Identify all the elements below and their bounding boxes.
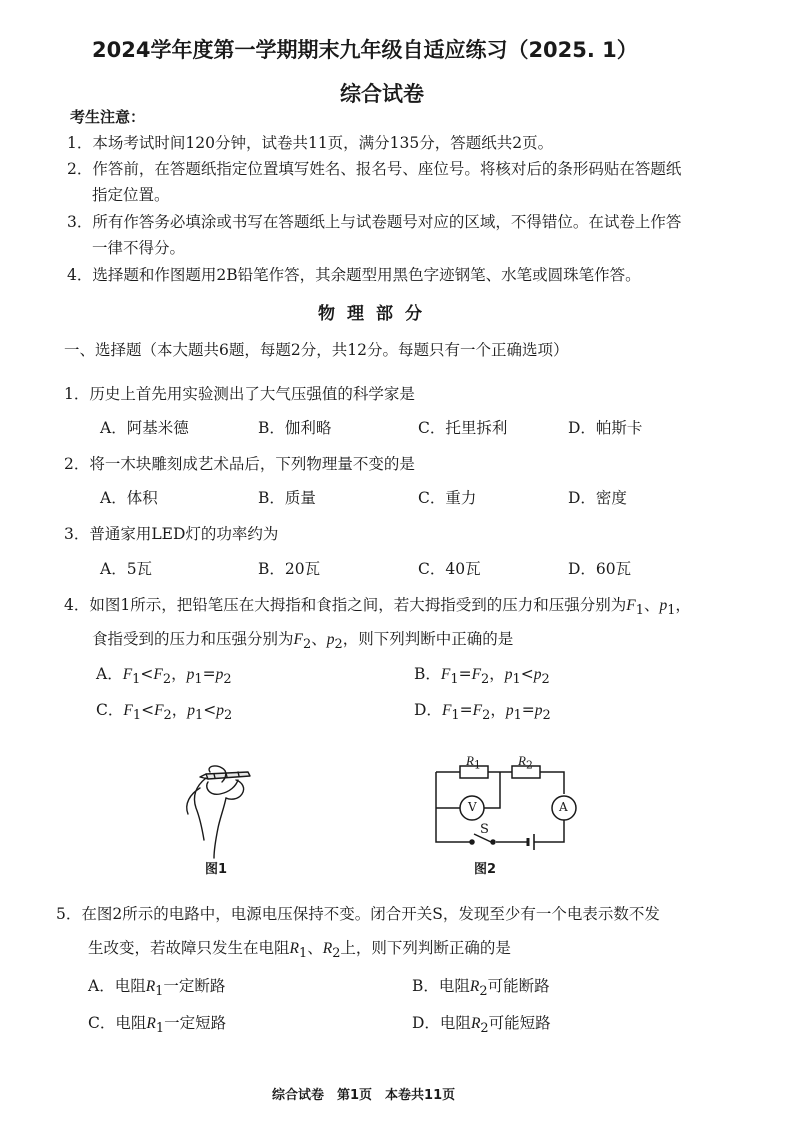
operator: =: [458, 665, 472, 683]
subscript: 1: [194, 672, 203, 688]
operator: <: [520, 665, 534, 683]
question-text: 生改变，若故障只发生在电阻: [88, 939, 290, 957]
q5-option-c: [88, 1011, 226, 1036]
page-title: 2024学年度第一学期期末九年级自适应练习（2025. 1）: [92, 38, 638, 62]
label-r2-sub: 2: [525, 758, 533, 772]
var-F: F: [471, 666, 482, 683]
question-text: 历史上首先用实验测出了大气压强值的科学家是: [89, 385, 415, 403]
var-F: F: [153, 666, 163, 683]
notice-heading: 考生注意：: [70, 108, 146, 126]
punct: 、: [307, 939, 323, 957]
q2-option-c: C．重力: [418, 489, 477, 507]
label-r1-sub: 1: [473, 758, 481, 772]
subscript: 2: [541, 672, 550, 688]
question-text: ，则下列判断中正确的是: [342, 630, 514, 648]
subscript: 1: [667, 603, 676, 619]
subscript: 2: [332, 946, 341, 962]
label-r2: [518, 753, 533, 772]
var-F: F: [440, 666, 451, 683]
question-2-stem: [64, 452, 415, 474]
var-p: p: [659, 597, 668, 614]
subscript: 2: [223, 708, 233, 724]
subscript: 2: [163, 708, 172, 724]
subscript: 1: [635, 603, 644, 619]
q3-option-c: C．40瓦: [418, 560, 481, 578]
subscript: 2: [302, 637, 312, 653]
var-F: F: [472, 702, 483, 719]
option-text: 一定短路: [164, 1014, 227, 1032]
q2-option-d: D．密度: [568, 489, 627, 507]
subscript: 1: [298, 946, 308, 962]
var-R: R: [289, 940, 299, 957]
var-p: p: [326, 631, 335, 648]
label-r2-var: R: [518, 753, 526, 768]
figure-1-hand-pencil: [170, 762, 260, 862]
q3-option-d: D．60瓦: [568, 560, 632, 578]
notice-item-1: [67, 131, 553, 153]
q3-option-b: B．20瓦: [258, 560, 321, 578]
punct: ，: [490, 701, 506, 719]
question-4-stem-line1: [64, 593, 691, 618]
q1-option-d: D．帕斯卡: [568, 419, 643, 437]
notice-item-text: 本场考试时间120分钟，试卷共11页，满分135分，答题纸共2页。: [92, 134, 554, 152]
var-p: p: [215, 666, 224, 683]
var-p: p: [533, 666, 542, 683]
var-R: R: [470, 1015, 481, 1032]
subscript: 2: [162, 672, 172, 688]
operator: =: [521, 701, 535, 719]
subscript: 2: [334, 637, 343, 653]
question-text: 普通家用LED灯的功率约为: [89, 525, 279, 543]
section-title: 物理部分: [318, 304, 434, 324]
part-one-heading: 一、选择题（本大题共6题，每题2分，共12分。每题只有一个正确选项）: [64, 341, 569, 359]
var-F: F: [122, 666, 133, 683]
question-5-stem-line2: [88, 936, 511, 961]
operator: <: [140, 665, 154, 683]
notice-item-4: [67, 263, 641, 285]
operator: <: [141, 701, 155, 719]
subscript: 2: [223, 672, 232, 688]
q4-option-d: [414, 698, 551, 723]
question-1-stem: [64, 382, 415, 404]
question-4-stem-line2: [92, 627, 513, 652]
var-F: F: [123, 702, 133, 719]
subscript: 1: [451, 708, 460, 724]
label-r1-var: R: [466, 753, 474, 768]
subscript: 1: [513, 708, 522, 724]
var-p: p: [504, 666, 513, 683]
option-letter: C．: [96, 701, 124, 719]
question-number: 5．: [56, 905, 82, 923]
question-number: 3．: [64, 525, 90, 543]
question-number: 1．: [64, 385, 90, 403]
notice-item-text: 作答前，在答题纸指定位置填写姓名、报名号、座位号。将核对后的条形码贴在答题纸: [92, 160, 682, 178]
subscript: 2: [479, 984, 488, 1000]
subscript: 1: [132, 672, 141, 688]
voltmeter-label: V: [468, 800, 477, 814]
var-F: F: [293, 631, 303, 648]
notice-item-number: 2．: [67, 160, 93, 178]
notice-item-3-cont: 一律不得分。: [92, 239, 186, 257]
notice-item-3: [67, 210, 681, 232]
var-p: p: [186, 666, 195, 683]
subscript: 2: [542, 708, 551, 724]
punct: 、: [643, 596, 660, 614]
operator: =: [202, 665, 216, 683]
switch-label: S: [480, 822, 489, 837]
option-text: 一定断路: [163, 977, 226, 995]
question-3-stem: [64, 522, 278, 544]
q1-option-c: C．托里拆利: [418, 419, 508, 437]
question-text: 将一木块雕刻成艺术品后，下列物理量不变的是: [89, 455, 415, 473]
notice-item-text: 所有作答务必填涂或书写在答题纸上与试卷题号对应的区域，不得错位。在试卷上作答: [92, 213, 682, 231]
option-letter: D．: [414, 701, 442, 719]
question-text: 如图1所示，把铅笔压在大拇指和食指之间，若大拇指受到的压力和压强分别为: [89, 596, 627, 614]
operator: <: [203, 701, 217, 719]
q1-option-a: A．阿基米德: [100, 419, 189, 437]
q4-option-a: [96, 662, 232, 687]
question-number: 4．: [64, 596, 90, 614]
option-text: 可能断路: [487, 977, 550, 995]
question-text: 在图2所示的电路中，电源电压保持不变。闭合开关S，发现至少有一个电表示数不发: [81, 905, 660, 923]
var-R: R: [145, 978, 156, 995]
q5-option-d: [412, 1011, 551, 1036]
var-F: F: [154, 702, 164, 719]
var-R: R: [322, 940, 333, 957]
question-text: 上，则下列判断正确的是: [340, 939, 511, 957]
option-letter: A．: [96, 665, 123, 683]
q3-option-a: A．5瓦: [100, 560, 153, 578]
subscript: 2: [482, 708, 491, 724]
var-p: p: [216, 702, 224, 719]
q1-option-b: B．伽利略: [258, 419, 332, 437]
q4-option-b: [414, 662, 550, 687]
var-p: p: [187, 702, 196, 719]
var-F: F: [626, 597, 636, 614]
var-R: R: [469, 978, 480, 995]
question-number: 2．: [64, 455, 90, 473]
subscript: 1: [512, 672, 521, 688]
subscript: 2: [481, 672, 490, 688]
figure-1-caption: 图1: [205, 862, 228, 877]
option-text: A．电阻: [88, 977, 146, 995]
operator: =: [459, 701, 473, 719]
subscript: 1: [132, 708, 142, 724]
subscript: 1: [155, 1021, 165, 1037]
punct: ，: [171, 665, 187, 683]
option-text: B．电阻: [412, 977, 470, 995]
option-letter: B．: [414, 665, 441, 683]
subscript: 2: [480, 1021, 489, 1037]
notice-item-2-cont: 指定位置。: [92, 186, 170, 204]
punct: 、: [311, 630, 327, 648]
punct: ，: [675, 596, 691, 614]
figure-2-caption: 图2: [474, 862, 497, 877]
subscript: 1: [155, 984, 164, 1000]
var-F: F: [441, 702, 452, 719]
q2-option-a: A．体积: [100, 489, 158, 507]
question-text: 食指受到的压力和压强分别为: [92, 630, 294, 648]
notice-item-number: 4．: [67, 266, 93, 284]
ammeter-label: A: [559, 800, 568, 814]
notice-item-2: [67, 157, 681, 179]
subscript: 1: [450, 672, 459, 688]
punct: ，: [489, 665, 505, 683]
notice-item-number: 1．: [67, 134, 93, 152]
q4-option-c: [96, 698, 232, 723]
q2-option-b: B．质量: [258, 489, 316, 507]
var-p: p: [534, 702, 543, 719]
label-r1: [466, 753, 481, 772]
punct: ，: [171, 701, 188, 719]
page-footer: 综合试卷 第1页 本卷共11页: [272, 1088, 456, 1103]
notice-item-text: 选择题和作图题用2B铅笔作答，其余题型用黑色字迹钢笔、水笔或圆珠笔作答。: [92, 266, 641, 284]
option-text: 可能短路: [488, 1014, 551, 1032]
subscript: 1: [195, 708, 204, 724]
page-subtitle: 综合试卷: [340, 82, 424, 106]
option-text: D．电阻: [412, 1014, 471, 1032]
q5-option-b: [412, 974, 550, 999]
option-text: C．电阻: [88, 1014, 147, 1032]
var-R: R: [146, 1015, 156, 1032]
notice-item-number: 3．: [67, 213, 93, 231]
q5-option-a: [88, 974, 225, 999]
var-p: p: [505, 702, 514, 719]
question-5-stem-line1: [56, 902, 660, 924]
